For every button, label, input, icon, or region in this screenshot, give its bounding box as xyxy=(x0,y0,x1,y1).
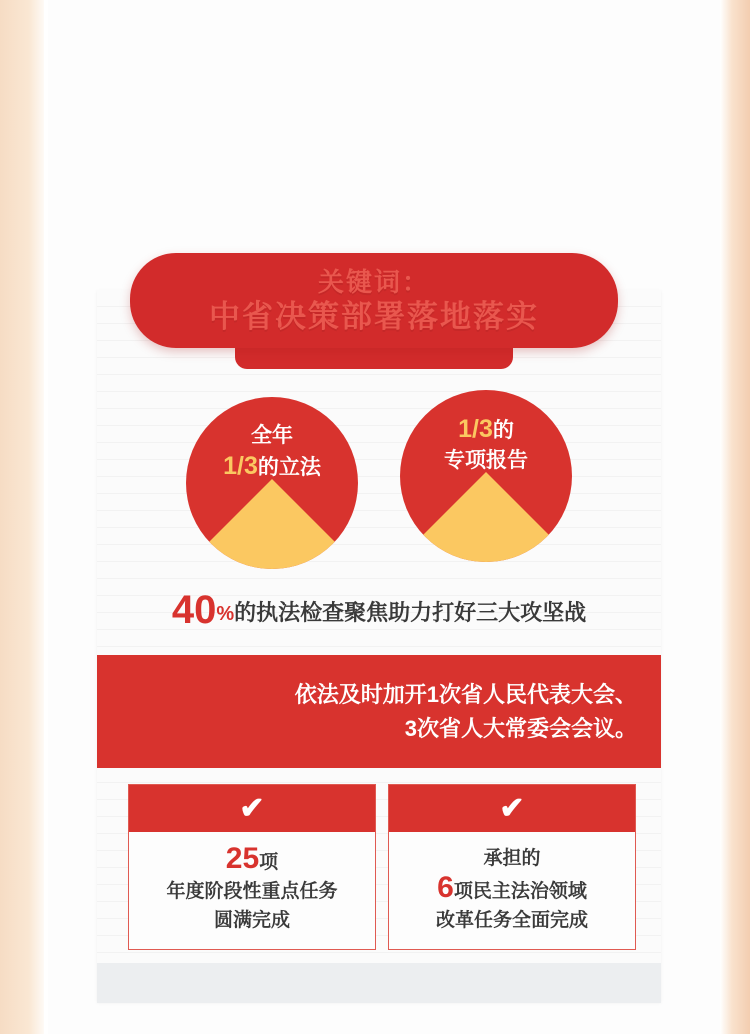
percent-symbol: % xyxy=(216,603,235,625)
decorative-right-border xyxy=(720,0,750,1034)
banner-keyword-value: 中省决策部署落地落实 xyxy=(209,298,539,334)
box-one-unit: 项 xyxy=(259,852,279,873)
box-two-number: 6 xyxy=(437,871,454,904)
box-header xyxy=(389,785,635,832)
box-two-line1 xyxy=(389,873,635,906)
card-bottom-strip xyxy=(97,963,661,1003)
pie-one-line2 xyxy=(186,451,358,483)
decorative-left-highlight xyxy=(44,0,48,1034)
highlight-box-reforms xyxy=(388,784,636,950)
box-body xyxy=(129,832,375,935)
pie-two-highlight: 1/3 xyxy=(458,415,493,443)
pie-one-line1: 全年 xyxy=(251,424,293,447)
title-banner xyxy=(130,253,618,348)
red-statement-line1: 依法及时加开1次省人民代表大会、 xyxy=(294,681,637,707)
box-header xyxy=(129,785,375,832)
box-one-number: 25 xyxy=(225,842,260,875)
decorative-left-border xyxy=(0,0,48,1034)
box-two-line3: 改革任务全面完成 xyxy=(435,910,588,931)
pie-two-line2: 专项报告 xyxy=(444,449,528,472)
pie-two-rest: 的 xyxy=(492,419,514,442)
pie-chart-special-report xyxy=(400,390,572,562)
pie-one-rest: 的立法 xyxy=(257,456,321,479)
box-body xyxy=(389,832,635,935)
percent-number: 40 xyxy=(171,588,217,632)
highlight-boxes xyxy=(97,784,661,959)
pie-label-legislation xyxy=(186,421,358,483)
pie-two-line1 xyxy=(400,414,572,446)
check-icon: ✔ xyxy=(239,791,265,825)
percent-statement xyxy=(97,588,661,633)
banner-text-group xyxy=(130,253,618,348)
highlight-box-tasks xyxy=(128,784,376,950)
box-two-line0: 承担的 xyxy=(483,848,541,869)
box-two-unit: 项民主法治领域 xyxy=(453,881,587,902)
pie-wedge xyxy=(400,472,572,562)
red-statement-block xyxy=(97,655,661,768)
pie-wedge xyxy=(186,479,358,569)
pie-group xyxy=(97,390,661,585)
box-one-line1 xyxy=(129,844,375,877)
check-icon: ✔ xyxy=(499,791,525,825)
box-one-line3: 圆满完成 xyxy=(213,910,290,931)
red-statement-line2: 3次省人大常委会会议。 xyxy=(404,715,637,741)
pie-chart-legislation xyxy=(186,397,358,569)
percent-text: 的执法检查聚焦助力打好三大攻坚战 xyxy=(234,600,587,625)
box-one-line2: 年度阶段性重点任务 xyxy=(166,881,338,902)
pie-one-highlight: 1/3 xyxy=(223,452,258,480)
banner-keyword-label: 关键词： xyxy=(317,266,430,297)
pie-label-special-report xyxy=(400,414,572,476)
